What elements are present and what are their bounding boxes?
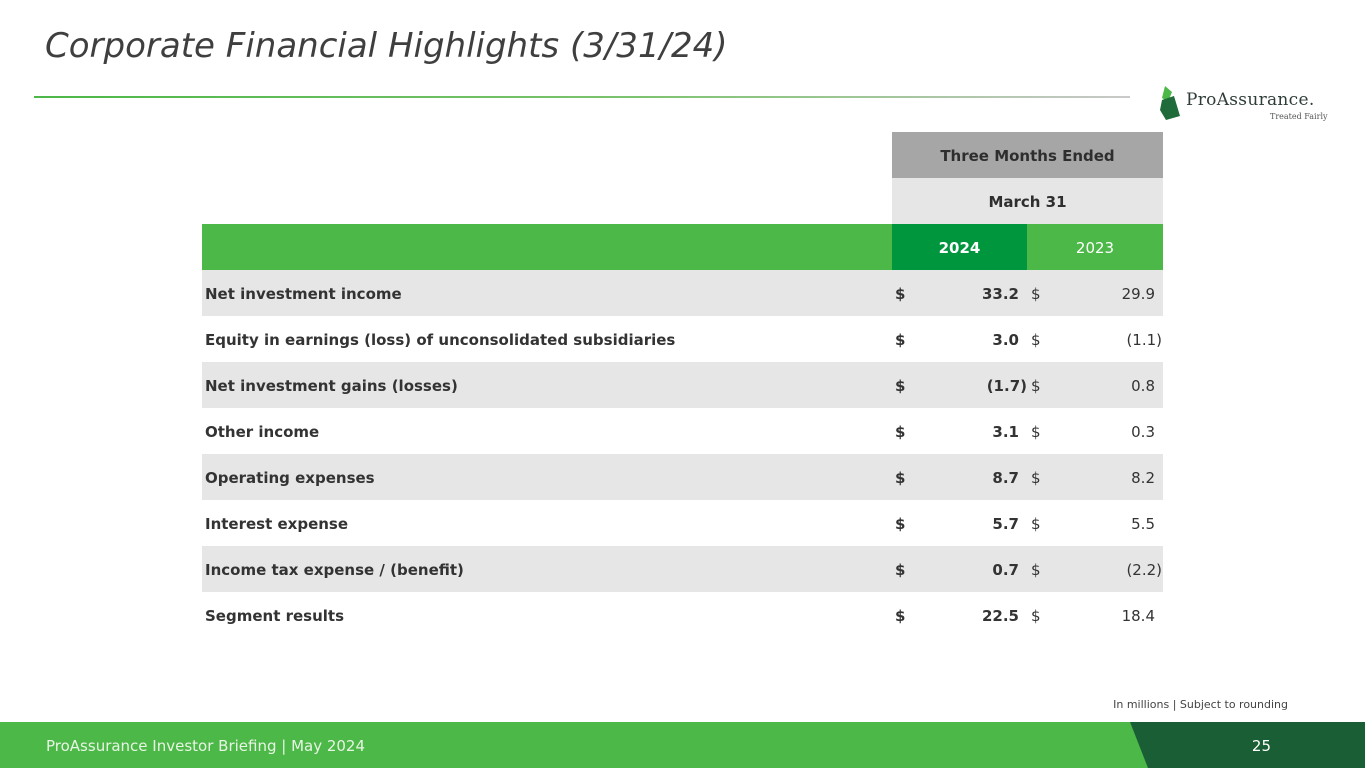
table-row [202,454,1163,500]
value-2024: 8.7 [992,469,1019,487]
currency-2024: $ [895,285,906,303]
table-row [202,316,1163,362]
table-row [202,500,1163,546]
row-label: Net investment gains (losses) [205,377,458,395]
slide-title: Corporate Financial Highlights (3/31/24) [45,26,728,66]
row-label: Income tax expense / (benefit) [205,561,464,579]
value-2024: 5.7 [992,515,1019,533]
row-label: Interest expense [205,515,349,533]
row-label: Equity in earnings (loss) of unconsolidated subsidiaries [205,331,676,349]
value-2024: 3.1 [992,423,1019,441]
value-2024: 33.2 [981,285,1019,303]
value-2023: 29.9 [1121,285,1155,303]
row-label: Operating expenses [205,469,375,487]
currency-2023: $ [1031,515,1041,533]
value-2024: 0.7 [992,561,1019,579]
currency-2023: $ [1031,285,1041,303]
header-date: March 31 [988,193,1067,211]
value-2023: 18.4 [1121,607,1155,625]
currency-2024: $ [895,515,906,533]
header-date-cell [892,178,1163,224]
currency-2024: $ [895,423,906,441]
logo-tagline: Treated Fairly [1270,112,1328,121]
value-2023: (2.2) [1126,561,1162,579]
currency-2024: $ [895,377,906,395]
currency-2023: $ [1031,423,1041,441]
row-label: Segment results [205,607,345,625]
table-row [202,362,1163,408]
table-row [202,270,1163,316]
title-divider [34,96,1130,98]
row-label: Other income [205,423,320,441]
currency-2023: $ [1031,377,1041,395]
table-body [202,270,1163,638]
table-row [202,592,1163,638]
page-number: 25 [1251,737,1271,755]
row-label: Net investment income [205,285,402,303]
value-2024: 3.0 [992,331,1019,349]
value-2023: 8.2 [1131,469,1155,487]
header-period: Three Months Ended [940,147,1115,165]
year-header-row [202,224,1163,270]
currency-2024: $ [895,469,906,487]
currency-2024: $ [895,607,906,625]
currency-2023: $ [1031,469,1041,487]
currency-2023: $ [1031,331,1041,349]
value-2023: (1.1) [1126,331,1162,349]
currency-2024: $ [895,331,906,349]
logo-wordmark: ProAssurance. [1186,90,1315,110]
value-2023: 0.8 [1131,377,1155,395]
footnote: In millions | Subject to rounding [1113,698,1288,711]
currency-2023: $ [1031,607,1041,625]
value-2024: (1.7) [986,377,1027,395]
year-2024-cell [892,224,1027,270]
year-2023-cell [1027,224,1163,270]
table-row [202,408,1163,454]
table-row [202,546,1163,592]
currency-2024: $ [895,561,906,579]
slide-footer [0,722,1365,768]
currency-2023: $ [1031,561,1041,579]
logo-mark-icon [1158,86,1182,120]
header-period-cell [892,132,1163,178]
footer-text: ProAssurance Investor Briefing | May 2024 [46,737,366,755]
value-2023: 5.5 [1131,515,1155,533]
company-logo [1158,84,1333,126]
year-2024-label: 2024 [938,239,981,257]
value-2023: 0.3 [1131,423,1155,441]
year-2023-label: 2023 [1075,239,1115,257]
value-2024: 22.5 [981,607,1019,625]
